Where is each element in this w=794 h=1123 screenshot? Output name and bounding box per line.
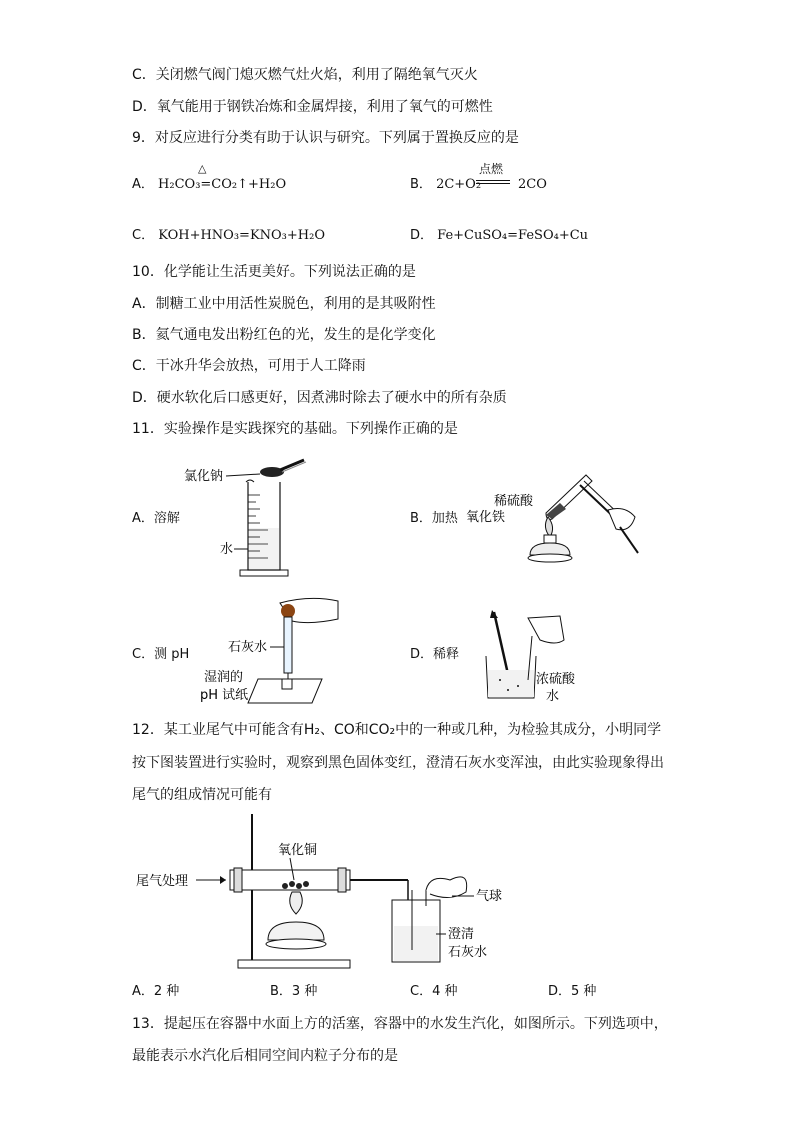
figure-b-label-fe2o3: 氧化铁: [466, 510, 506, 525]
q9-option-d-formula: Fe+CuSO₄=FeSO₄+Cu: [437, 228, 589, 243]
figure-b-heating: [466, 455, 650, 575]
q13-stem-line1: 13．提起压在容器中水面上方的活塞，容器中的水发生汽化，如图所示。下列选项中，: [132, 1016, 668, 1032]
q12-label-limewater-1: 澄清: [448, 927, 475, 942]
q9-option-b: [410, 175, 481, 195]
figure-a-label-water: 水: [220, 542, 234, 557]
q10-option-d: D．硬水软化后口感更好，因煮沸时除去了硬水中的所有杂质: [132, 390, 507, 406]
q12-option-a: A．2 种: [132, 984, 180, 999]
q9-option-c: [132, 226, 325, 246]
q10-option-a: A．制糖工业中用活性炭脱色，利用的是其吸附性: [132, 296, 436, 312]
q12-stem-line1: 12．某工业尾气中可能含有H₂、CO和CO₂中的一种或几种，为检验其成分，小明同学: [132, 722, 662, 738]
figure-d-label-water: 水: [546, 689, 560, 704]
figure-q12-apparatus: [130, 810, 530, 975]
figure-c-label-limewater: 石灰水: [228, 640, 268, 655]
q9-option-b-left: 2C+O₂: [436, 177, 482, 192]
q9-option-d: [410, 226, 588, 246]
q8-option-d: D．氧气能用于钢铁冶炼和金属焊接，利用了氧气的可燃性: [132, 99, 493, 115]
figure-d-label-acid: 浓硫酸: [536, 672, 576, 687]
figure-c-label-wet: 湿润的: [204, 670, 244, 685]
q11-option-a: A．溶解: [132, 511, 180, 526]
q9-option-a-prefix: A．: [132, 177, 154, 192]
q11-option-d: D．稀释: [410, 647, 460, 662]
q9-option-b-right: 2CO: [518, 177, 547, 192]
q11-option-c: C．测 pH: [132, 647, 190, 662]
q12-option-b: B．3 种: [270, 984, 318, 999]
q9-option-b-prefix: B．: [410, 177, 432, 192]
q9-option-d-prefix: D．: [410, 228, 434, 243]
q11-option-b: B．加热: [410, 511, 458, 526]
q11-stem: 11．实验操作是实践探究的基础。下列操作正确的是: [132, 421, 458, 437]
q12-stem-line2: 按下图装置进行实验时，观察到黑色固体变红，澄清石灰水变浑浊，由此实验现象得出: [132, 755, 664, 771]
figure-a-label-nacl: 氯化钠: [184, 469, 224, 484]
figure-b-label-acid: 稀硫酸: [494, 494, 534, 509]
q9-option-c-formula: KOH+HNO₃=KNO₃+H₂O: [158, 228, 325, 243]
q12-option-d: D．5 种: [548, 984, 597, 999]
q12-option-c: C．4 种: [410, 984, 458, 999]
q9-option-a-condition: △: [198, 162, 207, 175]
q9-option-b-condition: 点燃: [479, 162, 504, 176]
q9-option-b-equals-bar: [476, 180, 510, 184]
figure-a-dissolve: [180, 450, 320, 585]
q12-label-balloon: 气球: [476, 889, 503, 904]
q13-stem-line2: 最能表示水汽化后相同空间内粒子分布的是: [132, 1048, 398, 1064]
q10-stem: 10．化学能让生活更美好。下列说法正确的是: [132, 264, 416, 280]
q9-option-c-prefix: C．: [132, 228, 155, 243]
q9-option-a: [132, 175, 286, 195]
q10-option-b: B．氦气通电发出粉红色的光，发生的是化学变化: [132, 327, 436, 343]
q9-stem: 9．对反应进行分类有助于认识与研究。下列属于置换反应的是: [132, 130, 519, 146]
figure-c-label-ph-paper: pH 试纸: [200, 688, 249, 703]
q8-option-c: C．关闭燃气阀门熄灭燃气灶火焰，利用了隔绝氧气灭火: [132, 67, 478, 83]
figure-d-dilution: [480, 610, 600, 710]
q12-stem-line3: 尾气的组成情况可能有: [132, 787, 272, 803]
q10-option-c: C．干冰升华会放热，可用于人工降雨: [132, 358, 366, 374]
q9-option-a-formula: H₂CO₃=CO₂↑+H₂O: [158, 177, 287, 192]
q12-label-limewater-2: 石灰水: [448, 945, 488, 960]
q12-label-cuo: 氧化铜: [278, 843, 318, 858]
figure-c-ph-test: [200, 595, 340, 705]
q12-label-tail-gas: 尾气处理: [136, 874, 189, 889]
